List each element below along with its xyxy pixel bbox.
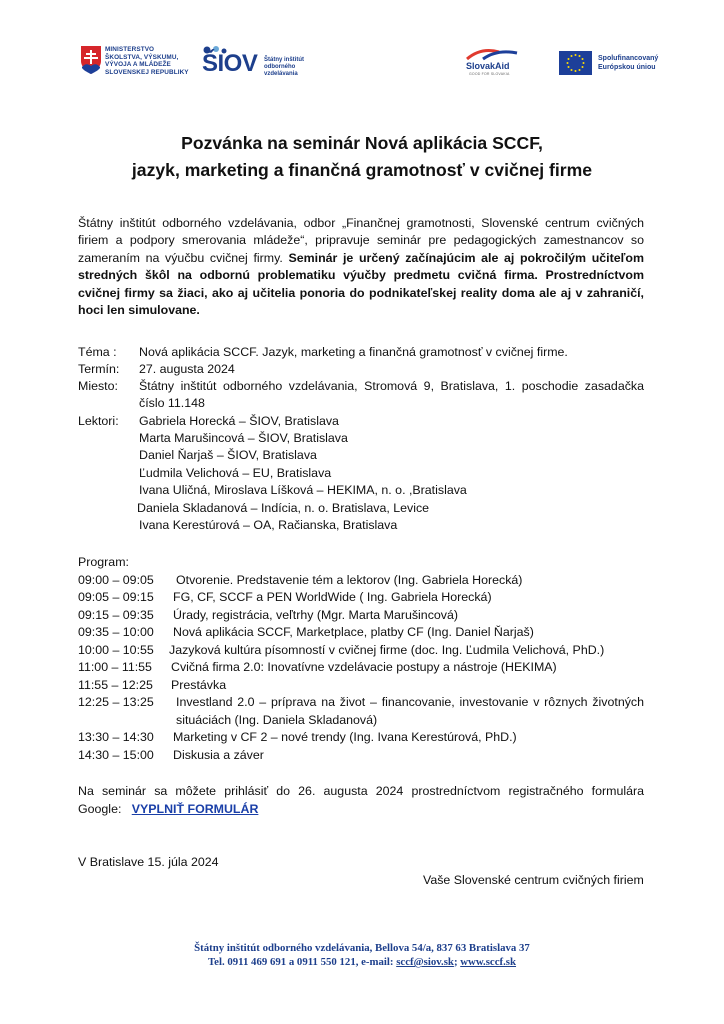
place-date: V Bratislave 15. júla 2024 <box>78 855 219 869</box>
program-time: 09:15 – 09:35 <box>78 608 154 622</box>
miesto-label: Miesto: <box>78 379 118 393</box>
register-form-link[interactable]: VYPLNIŤ FORMULÁR <box>131 802 259 816</box>
page-title-line-2: jazyk, marketing a finančná gramotnosť v cvičnej firme <box>131 160 593 180</box>
slovakaid-tagline: GOOD FOR SLOVAKIA <box>469 72 510 76</box>
lektor-item: Ivana Uličná, Miroslava Líšková – HEKIMA, n. o. ,Bratislava <box>139 483 467 497</box>
eu-logo <box>559 51 675 75</box>
lektori-label: Lektori: <box>78 414 119 428</box>
ministry-line-3: VÝVOJA A MLÁDEŽE <box>105 61 171 68</box>
lektor-item: Daniela Skladanová – Indícia, n. o. Bratislava, Levice <box>137 501 430 515</box>
footer-separator: ; <box>453 956 461 968</box>
slovakaid-swoosh-icon <box>463 47 521 61</box>
program-item: Prestávka <box>171 678 227 692</box>
program-item: Úrady, registrácia, veľtrhy (Mgr. Marta Marušincová) <box>173 608 459 622</box>
program-time: 11:00 – 11:55 <box>78 660 152 674</box>
ministry-line-4: SLOVENSKEJ REPUBLIKY <box>105 68 189 76</box>
page-title-line-1: Pozvánka na seminár Nová aplikácia SCCF, <box>181 133 543 153</box>
termin-label: Termín: <box>78 362 120 376</box>
program-time: 09:00 – 09:05 <box>78 573 154 587</box>
ministry-line-2: ŠKOLSTVA, VÝSKUMU, <box>105 53 179 61</box>
program-item: Nová aplikácia SCCF, Marketplace, platby CF (Ing. Daniel Ňarjaš) <box>173 625 534 639</box>
eu-flag-icon <box>559 51 592 75</box>
miesto-value-line-1: Štátny inštitút odborného vzdelávania, Stromová 9, Bratislava, 1. poschodie zasadačka <box>139 379 644 393</box>
registration-text: Na seminár sa môžete prihlásiť do 26. augusta 2024 prostredníctvom registračného formulára <box>78 784 644 798</box>
lektor-item: Marta Marušincová – ŠIOV, Bratislava <box>139 431 348 445</box>
registration-google-label: Google: <box>78 802 122 816</box>
tema-value: Nová aplikácia SCCF. Jazyk, marketing a finančná gramotnosť v cvičnej firme. <box>139 345 568 359</box>
siov-logo <box>202 44 312 80</box>
footer-address: Štátny inštitút odborného vzdelávania, Bellova 54/a, 837 63 Bratislava 37 <box>194 942 530 954</box>
intro-paragraph <box>78 215 644 319</box>
miesto-value-line-2: číslo 11.148 <box>139 396 205 410</box>
siov-sub-2: odborného <box>264 64 296 70</box>
termin-value: 27. augusta 2024 <box>139 362 235 376</box>
signature: Vaše Slovenské centrum cvičných firiem <box>423 873 644 887</box>
slovakaid-logo <box>463 47 521 77</box>
program-item: Diskusia a záver <box>173 748 264 762</box>
tema-label: Téma : <box>78 345 117 359</box>
ministry-logo <box>80 44 198 78</box>
program-time: 10:00 – 10:55 <box>78 643 154 657</box>
program-time: 09:35 – 10:00 <box>78 625 154 639</box>
intro-normal: Štátny inštitút odborného vzdelávania, odbor „Finančnej gramotnosti, Slovenské centrum cvičných firiem a podpory smerovania mládeže“, pripravuje seminár pre pedagogických zamestnancov so zameraním na výučbu cvičnej firmy. <box>78 216 644 265</box>
siov-sub-1: Štátny inštitút <box>264 57 304 63</box>
intro-bold: Seminár je určený začínajúcim ale aj pokročilým učiteľom stredných škôl na odbornú problematiku výučby predmetu cvičná firma. Prostredníctvom cvičnej firmy sa žiaci, ako aj učitelia ponoria do podnikateľskej reality doma ale aj v zahraničí, hoci len simulovane. <box>78 250 644 318</box>
program-time: 09:05 – 09:15 <box>78 590 154 604</box>
program-time: 13:30 – 14:30 <box>78 730 154 744</box>
program-label: Program: <box>78 555 129 569</box>
program-item: Cvičná firma 2.0: Inovatívne vzdelávacie postupy a nástroje (HEKIMA) <box>171 660 557 674</box>
slovakaid-wordmark: SlovakAid <box>466 61 510 71</box>
footer-email-link[interactable]: sccf@siov.sk <box>396 956 454 968</box>
lektor-item: Ivana Kerestúrová – OA, Račianska, Bratislava <box>139 518 398 532</box>
slovak-coat-of-arms-icon <box>80 45 102 75</box>
program-item: Investland 2.0 – príprava na život – financovanie, investovanie v rôznych životných <box>176 695 644 709</box>
ministry-line-1: MINISTERSTVO <box>105 46 155 53</box>
siov-wordmark: ŠIOV <box>202 50 258 77</box>
lektor-item: Ľudmila Velichová – EU, Bratislava <box>139 466 332 480</box>
eu-line-1: Spolufinancovaný <box>598 55 659 62</box>
program-time: 12:25 – 13:25 <box>78 695 154 709</box>
program-time: 11:55 – 12:25 <box>78 678 153 692</box>
program-item: Otvorenie. Predstavenie tém a lektorov (Ing. Gabriela Horecká) <box>176 573 523 587</box>
program-item-continued: situáciách (Ing. Daniela Skladanová) <box>176 713 378 727</box>
lektor-item: Daniel Ňarjaš – ŠIOV, Bratislava <box>139 448 317 462</box>
eu-line-2: Európskou úniou <box>598 64 656 71</box>
footer-web-link[interactable]: www.sccf.sk <box>460 956 517 968</box>
program-item: Jazyková kultúra písomností v cvičnej firme (doc. Ing. Ľudmila Velichová, PhD.) <box>169 643 605 657</box>
program-item: Marketing v CF 2 – nové trendy (Ing. Ivana Kerestúrová, PhD.) <box>173 730 517 744</box>
footer-contact <box>60 956 664 970</box>
program-item: FG, CF, SCCF a PEN WorldWide ( Ing. Gabriela Horecká) <box>173 590 492 604</box>
program-time: 14:30 – 15:00 <box>78 748 154 762</box>
lektor-item: Gabriela Horecká – ŠIOV, Bratislava <box>139 414 339 428</box>
footer-phone: Tel. 0911 469 691 a 0911 550 121, e-mail: <box>207 956 397 968</box>
registration-line-2 <box>78 801 258 818</box>
siov-sub-3: vzdelávania <box>264 71 298 77</box>
